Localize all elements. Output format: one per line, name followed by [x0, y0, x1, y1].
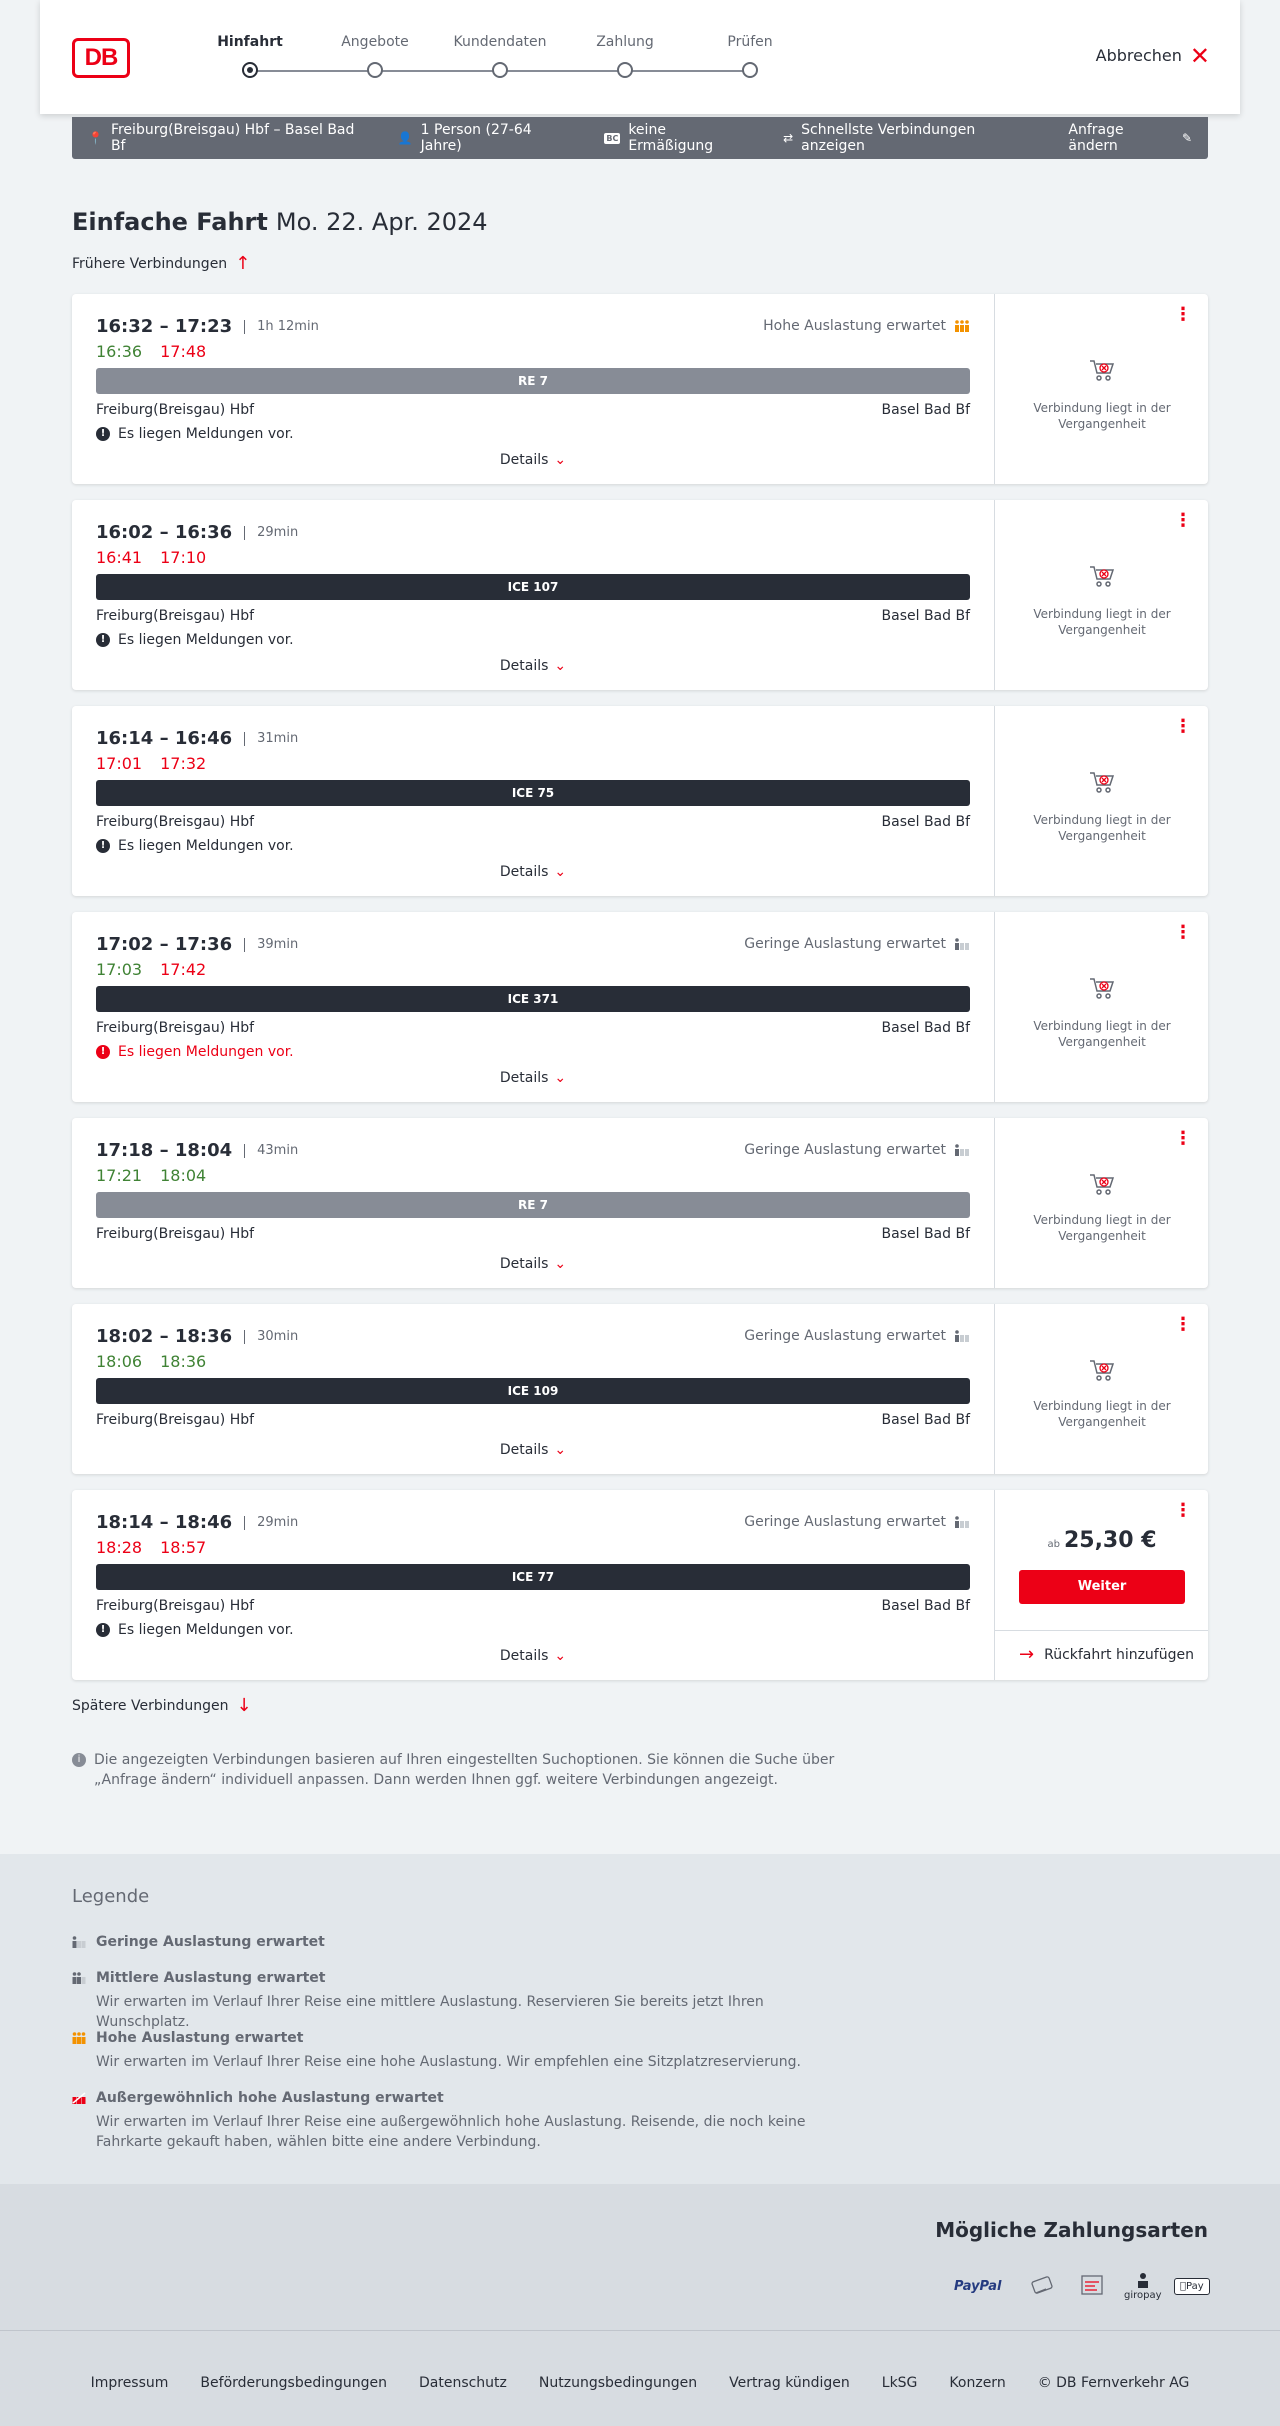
- train-bar[interactable]: ICE 75: [96, 780, 970, 806]
- realtime-times: [96, 548, 224, 567]
- step-label: Hinfahrt: [217, 34, 283, 50]
- paypal-label: PayPal: [954, 2278, 1002, 2294]
- load-low-icon: [954, 1330, 970, 1342]
- trip-type: Einfache Fahrt: [72, 208, 268, 236]
- duration: 1h 12min: [244, 320, 319, 334]
- later-connections-link[interactable]: [72, 1695, 252, 1716]
- legend-item-title: Außergewöhnlich hohe Auslastung erwartet: [96, 2090, 444, 2106]
- db-logo[interactable]: DB: [72, 38, 130, 78]
- pencil-icon: ✎: [1181, 131, 1192, 145]
- load-low-icon: [954, 1516, 970, 1528]
- step-zahlung: [555, 34, 695, 54]
- times-label: 17:18 – 18:04: [96, 1140, 233, 1161]
- connection-card[interactable]: [72, 1490, 1208, 1680]
- past-connection-label: Verbindung liegt in der Vergangenheit: [1033, 1399, 1171, 1429]
- duration: 30min: [244, 1330, 298, 1344]
- times-label: 16:02 – 16:36: [96, 522, 233, 543]
- load-label: Geringe Auslastung erwartet: [744, 936, 946, 952]
- arrow-down-icon: ↓: [236, 1695, 252, 1716]
- arrow-right-icon: →: [1019, 1643, 1035, 1665]
- discount-filter[interactable]: [604, 122, 751, 154]
- discount-label: keine Ermäßigung: [628, 122, 714, 154]
- legend-item: [72, 2030, 856, 2072]
- more-options-icon[interactable]: ⋮: [1174, 716, 1192, 737]
- route-filter[interactable]: [88, 122, 366, 154]
- realtime-times: [96, 1352, 224, 1371]
- train-bar[interactable]: ICE 109: [96, 1378, 970, 1404]
- exclamation-icon: !: [96, 633, 110, 647]
- sepa-direct-debit-icon: [1080, 2266, 1106, 2306]
- footer-link-lksg[interactable]: LkSG: [881, 2375, 918, 2391]
- load-indicator: [744, 1514, 970, 1530]
- times-label: 18:02 – 18:36: [96, 1326, 233, 1347]
- footer-link-vertrag-kuendigen[interactable]: Vertrag kündigen: [729, 2375, 850, 2391]
- details-label: Details: [499, 864, 549, 880]
- destination-station: Basel Bad Bf: [881, 402, 970, 418]
- search-summary-bar: [72, 117, 1208, 159]
- notice-message: [96, 632, 294, 648]
- step-label: Zahlung: [596, 34, 654, 50]
- more-options-icon[interactable]: ⋮: [1174, 1314, 1192, 1335]
- step-dot-icon: [742, 62, 758, 78]
- chevron-down-icon: ⌄: [554, 1070, 567, 1086]
- price: [995, 1528, 1209, 1553]
- step-hinfahrt: [180, 34, 320, 54]
- origin-station: Freiburg(Breisgau) Hbf: [96, 1020, 255, 1036]
- realtime-times: [96, 1538, 224, 1557]
- times-label: 18:14 – 18:46: [96, 1512, 233, 1533]
- past-connection-label: Verbindung liegt in der Vergangenheit: [1033, 813, 1171, 843]
- info-note: [72, 1750, 852, 1790]
- cart-unavailable-icon: [1088, 358, 1116, 382]
- details-label: Details: [499, 1442, 549, 1458]
- details-label: Details: [499, 1070, 549, 1086]
- footer-link-impressum[interactable]: Impressum: [90, 2375, 169, 2391]
- legend-item-title: Geringe Auslastung erwartet: [96, 1934, 325, 1950]
- duration: 29min: [244, 1516, 298, 1530]
- train-bar[interactable]: ICE 371: [96, 986, 970, 1012]
- realtime-arrival: 18:36: [160, 1352, 207, 1371]
- realtime-arrival: 18:04: [160, 1166, 207, 1185]
- destination-station: Basel Bad Bf: [881, 608, 970, 624]
- details-toggle[interactable]: [72, 1648, 994, 1664]
- details-toggle[interactable]: [72, 1256, 994, 1272]
- exclamation-icon: !: [96, 1045, 110, 1059]
- planned-times: [96, 934, 298, 955]
- load-label: Geringe Auslastung erwartet: [744, 1514, 946, 1530]
- footer-link-nutzungsbedingungen[interactable]: Nutzungsbedingungen: [538, 2375, 698, 2391]
- realtime-times: [96, 342, 224, 361]
- cart-unavailable-icon: [1088, 1358, 1116, 1382]
- notice-message: [96, 838, 294, 854]
- page-footer: [0, 2330, 1280, 2426]
- step-angebote: [305, 34, 445, 54]
- chevron-down-icon: ⌄: [554, 1648, 567, 1664]
- cancel-label: Abbrechen: [1095, 46, 1182, 65]
- more-options-icon[interactable]: ⋮: [1174, 1128, 1192, 1149]
- exclamation-icon: !: [96, 427, 110, 441]
- earlier-label: Frühere Verbindungen: [72, 256, 228, 272]
- planned-times: [96, 522, 298, 543]
- details-label: Details: [499, 1256, 549, 1272]
- chevron-down-icon: ⌄: [554, 1442, 567, 1458]
- persons-filter[interactable]: [398, 122, 573, 154]
- notice-message: [96, 426, 294, 442]
- chevron-down-icon: ⌄: [554, 658, 567, 674]
- legend-item: [72, 1970, 856, 2032]
- cancel-button[interactable]: [1095, 41, 1210, 70]
- more-options-icon[interactable]: ⋮: [1174, 922, 1192, 943]
- page-header: [40, 0, 1240, 114]
- realtime-arrival: 17:48: [160, 342, 207, 361]
- origin-station: Freiburg(Breisgau) Hbf: [96, 608, 255, 624]
- realtime-times: [96, 960, 224, 979]
- duration: 29min: [244, 526, 298, 540]
- details-toggle[interactable]: [72, 864, 994, 880]
- price-prefix: ab: [1047, 1539, 1060, 1550]
- add-return-trip-button[interactable]: [995, 1630, 1208, 1678]
- step-label: Angebote: [341, 34, 409, 50]
- realtime-departure: 18:06: [96, 1352, 143, 1371]
- details-toggle[interactable]: [72, 1442, 994, 1458]
- load-indicator: [744, 1328, 970, 1344]
- connection-card[interactable]: [72, 294, 1208, 484]
- applepay-label: Pay: [1180, 2280, 1198, 2292]
- realtime-departure: 17:01: [96, 754, 143, 773]
- planned-times: [96, 728, 298, 749]
- footer-link-konzern[interactable]: Konzern: [949, 2375, 1006, 2391]
- persons-label: 1 Person (27-64 Jahre): [420, 122, 532, 154]
- notice-label: Es liegen Meldungen vor.: [118, 632, 294, 648]
- chevron-down-icon: ⌄: [554, 864, 567, 880]
- load-low-icon: [72, 1936, 86, 1948]
- chevron-down-icon: ⌄: [554, 1256, 567, 1272]
- load-low-icon: [954, 1144, 970, 1156]
- step-kundendaten: [430, 34, 570, 54]
- route-label: Freiburg(Breisgau) Hbf – Basel Bad Bf: [110, 122, 355, 154]
- legend-title: Legende: [72, 1886, 150, 1907]
- connection-card[interactable]: [72, 1118, 1208, 1288]
- bahncard-icon: BC: [606, 133, 619, 143]
- realtime-times: [96, 754, 224, 773]
- step-pruefen: [680, 34, 820, 54]
- destination-station: Basel Bad Bf: [881, 1412, 970, 1428]
- load-label: Geringe Auslastung erwartet: [744, 1142, 946, 1158]
- past-connection-label: Verbindung liegt in der Vergangenheit: [1033, 401, 1171, 431]
- trip-date: Mo. 22. Apr. 2024: [275, 208, 488, 236]
- giropay-label: giropay: [1124, 2289, 1162, 2301]
- past-connection-label: Verbindung liegt in der Vergangenheit: [1033, 1213, 1171, 1243]
- more-options-icon[interactable]: ⋮: [1174, 1500, 1192, 1521]
- legend-item-title: Hohe Auslastung erwartet: [96, 2030, 304, 2046]
- realtime-departure: 16:36: [96, 342, 143, 361]
- info-text: Die angezeigten Verbindungen basieren auf Ihren eingestellten Suchoptionen. Sie können die Suche über „Anfrage ändern“ individuell anpassen. Dann werden Ihnen ggf. weitere Verbindungen angezeigt.: [94, 1752, 835, 1788]
- giropay-icon: [1124, 2266, 1162, 2306]
- exclamation-icon: !: [96, 1623, 110, 1637]
- connection-card[interactable]: [72, 1304, 1208, 1474]
- details-label: Details: [499, 1648, 549, 1664]
- planned-times: [96, 316, 319, 337]
- duration: 39min: [244, 938, 298, 952]
- credit-card-icon: [1030, 2266, 1056, 2306]
- origin-station: Freiburg(Breisgau) Hbf: [96, 814, 255, 830]
- past-connection-label: Verbindung liegt in der Vergangenheit: [1033, 607, 1171, 637]
- payment-title: Mögliche Zahlungsarten: [935, 2218, 1208, 2242]
- arrow-up-icon: ↑: [235, 253, 251, 274]
- origin-station: Freiburg(Breisgau) Hbf: [96, 402, 255, 418]
- load-indicator: [763, 318, 970, 334]
- load-indicator: [744, 1142, 970, 1158]
- legend-item-desc: Wir erwarten im Verlauf Ihrer Reise eine außergewöhnlich hohe Auslastung. Reisende, die noch keine Fahrkarte gekauft haben, wählen bitte eine andere Verbindung.: [96, 2114, 806, 2150]
- legend-item-desc: Wir erwarten im Verlauf Ihrer Reise eine mittlere Auslastung. Reservieren Sie bereits jetzt Ihren Wunschplatz.: [96, 1994, 764, 2030]
- notice-message: [96, 1044, 294, 1060]
- edit-request-button[interactable]: [1068, 122, 1192, 154]
- details-toggle[interactable]: [72, 658, 994, 674]
- load-high-icon: [954, 320, 970, 332]
- destination-station: Basel Bad Bf: [881, 1226, 970, 1242]
- connection-card[interactable]: [72, 706, 1208, 896]
- load-extreme-icon: [72, 2092, 86, 2104]
- details-toggle[interactable]: [72, 452, 994, 468]
- step-dot-icon: [617, 62, 633, 78]
- return-label: Rückfahrt hinzufügen: [1044, 1646, 1194, 1663]
- load-label: Geringe Auslastung erwartet: [744, 1328, 946, 1344]
- destination-station: Basel Bad Bf: [881, 814, 970, 830]
- realtime-departure: 17:03: [96, 960, 143, 979]
- legend-section: [0, 1854, 1280, 2184]
- details-toggle[interactable]: [72, 1070, 994, 1086]
- legend-item-title: Mittlere Auslastung erwartet: [96, 1970, 326, 1986]
- info-icon: i: [72, 1753, 86, 1767]
- destination-station: Basel Bad Bf: [881, 1598, 970, 1614]
- load-medium-icon: [72, 1972, 86, 1984]
- chevron-down-icon: ⌄: [554, 452, 567, 468]
- details-label: Details: [499, 658, 549, 674]
- later-label: Spätere Verbindungen: [72, 1698, 229, 1714]
- duration: 43min: [244, 1144, 298, 1158]
- realtime-departure: 16:41: [96, 548, 143, 567]
- realtime-departure: 17:21: [96, 1166, 143, 1185]
- times-label: 17:02 – 17:36: [96, 934, 233, 955]
- load-label: Hohe Auslastung erwartet: [763, 318, 946, 334]
- legend-item-desc: Wir erwarten im Verlauf Ihrer Reise eine hohe Auslastung. Wir empfehlen eine Sitzplatzreservierung.: [96, 2054, 801, 2070]
- footer-copyright: © DB Fernverkehr AG: [1037, 2375, 1190, 2391]
- step-dot-icon: [492, 62, 508, 78]
- footer-link-befoerderungsbedingungen[interactable]: Beförderungsbedingungen: [200, 2375, 387, 2391]
- location-pin-icon: 📍: [88, 131, 103, 145]
- destination-station: Basel Bad Bf: [881, 1020, 970, 1036]
- load-indicator: [744, 936, 970, 952]
- notice-label: Es liegen Meldungen vor.: [118, 838, 294, 854]
- progress-steps: [180, 34, 780, 84]
- step-dot-icon: [367, 62, 383, 78]
- realtime-arrival: 18:57: [160, 1538, 207, 1557]
- realtime-departure: 18:28: [96, 1538, 143, 1557]
- duration: 31min: [244, 732, 298, 746]
- details-label: Details: [499, 452, 549, 468]
- realtime-arrival: 17:10: [160, 548, 207, 567]
- realtime-arrival: 17:32: [160, 754, 207, 773]
- earlier-connections-link[interactable]: [72, 253, 251, 274]
- apple-pay-icon: [1174, 2266, 1210, 2306]
- load-high-icon: [72, 2032, 86, 2044]
- notice-label: Es liegen Meldungen vor.: [118, 426, 294, 442]
- notice-message: [96, 1622, 294, 1638]
- origin-station: Freiburg(Breisgau) Hbf: [96, 1412, 255, 1428]
- legend-item: [72, 2090, 856, 2152]
- train-bar[interactable]: ICE 77: [96, 1564, 970, 1590]
- swap-arrows-icon: ⇄: [783, 131, 794, 145]
- person-icon: 👤: [397, 131, 413, 145]
- times-label: 16:14 – 16:46: [96, 728, 233, 749]
- page-title: [72, 208, 488, 236]
- origin-station: Freiburg(Breisgau) Hbf: [96, 1598, 255, 1614]
- cart-unavailable-icon: [1088, 1172, 1116, 1196]
- planned-times: [96, 1140, 298, 1161]
- train-bar[interactable]: RE 7: [96, 368, 970, 394]
- origin-station: Freiburg(Breisgau) Hbf: [96, 1226, 255, 1242]
- step-label: Prüfen: [727, 34, 773, 50]
- close-icon: ✕: [1189, 41, 1210, 70]
- edit-label: Anfrage ändern: [1068, 122, 1124, 154]
- notice-label: Es liegen Meldungen vor.: [118, 1044, 294, 1060]
- cart-unavailable-icon: [1088, 564, 1116, 588]
- exclamation-icon: !: [96, 839, 110, 853]
- train-bar[interactable]: RE 7: [96, 1192, 970, 1218]
- realtime-arrival: 17:42: [160, 960, 207, 979]
- connection-card[interactable]: [72, 500, 1208, 690]
- payment-methods-section: [0, 2184, 1280, 2330]
- footer-link-datenschutz[interactable]: Datenschutz: [418, 2375, 507, 2391]
- cart-unavailable-icon: [1088, 976, 1116, 1000]
- cart-unavailable-icon: [1088, 770, 1116, 794]
- step-label: Kundendaten: [453, 34, 547, 50]
- past-connection-label: Verbindung liegt in der Vergangenheit: [1033, 1019, 1171, 1049]
- notice-label: Es liegen Meldungen vor.: [118, 1622, 294, 1638]
- paypal-icon: [954, 2266, 1001, 2306]
- planned-times: [96, 1326, 298, 1347]
- fastest-filter[interactable]: [783, 122, 1036, 154]
- realtime-times: [96, 1166, 224, 1185]
- times-label: 16:32 – 17:23: [96, 316, 233, 337]
- continue-button[interactable]: Weiter: [1019, 1570, 1185, 1604]
- fastest-label: Schnellste Verbindungen anzeigen: [801, 122, 976, 154]
- price-value: 25,30 €: [1063, 1528, 1157, 1553]
- more-options-icon[interactable]: ⋮: [1174, 304, 1192, 325]
- step-dot-active-icon: [242, 62, 258, 78]
- planned-times: [96, 1512, 298, 1533]
- more-options-icon[interactable]: ⋮: [1174, 510, 1192, 531]
- connection-card[interactable]: [72, 912, 1208, 1102]
- legend-item: [72, 1934, 325, 1950]
- train-bar[interactable]: ICE 107: [96, 574, 970, 600]
- load-low-icon: [954, 938, 970, 950]
